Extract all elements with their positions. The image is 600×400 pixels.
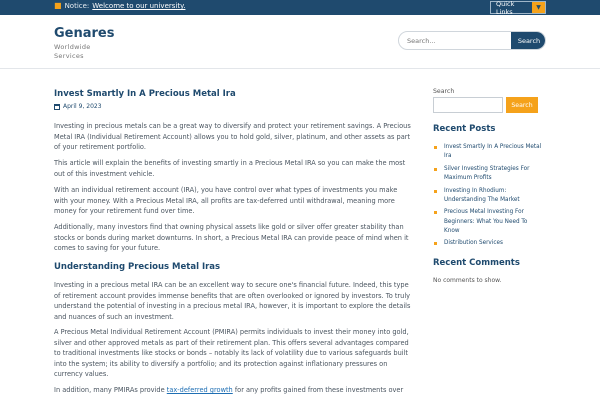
notice	[54, 2, 185, 10]
recent-post-link[interactable]: Investing In Rhodium: Understanding The Market	[444, 187, 520, 203]
recent-comments-heading: Recent Comments	[433, 258, 520, 268]
post-paragraph: Investing in precious metals can be a great way to diversify and protect your retirement savings. A Precious Metal IRA (Individual Retirement Account) allows you to hold gold, silver, platinum, and other assets as part of your retirement portfolio.	[54, 122, 411, 152]
bullet-icon	[434, 211, 437, 214]
sidebar-search-input[interactable]	[433, 97, 503, 113]
calendar-icon	[54, 104, 60, 110]
recent-post-item[interactable]	[433, 165, 543, 184]
post-paragraph: A Precious Metal Individual Retirement Account (PMIRA) permits individuals to invest their money into gold, silver and other approved metals as part of their retirement plan. This offers several advantages compared to traditional investments like stocks or bonds – notably its lack of volatility due to various safeguards built into the system; its ability to diversify a portfolio; and its protection against inflationary pressures on currency values.	[54, 328, 409, 379]
last-paragraph-start: In addition, many PMIRAs provide	[54, 386, 167, 394]
sidebar-search-button[interactable]: Search	[506, 97, 538, 113]
recent-posts-heading: Recent Posts	[433, 124, 496, 134]
chevron-down-icon: ▼	[532, 2, 545, 13]
bullet-icon	[434, 168, 437, 171]
header-search	[398, 31, 546, 50]
bullet-icon	[434, 190, 437, 193]
recent-post-item[interactable]	[433, 187, 543, 206]
notice-link[interactable]: Welcome to our university.	[92, 2, 186, 10]
recent-post-item[interactable]	[433, 239, 543, 248]
notice-label: Notice:	[64, 2, 90, 10]
site-title[interactable]: Genares	[54, 26, 115, 41]
post-date-text[interactable]: April 9, 2023	[63, 103, 102, 110]
quick-links-button[interactable]	[490, 1, 546, 14]
recent-post-item[interactable]	[433, 208, 543, 236]
recent-post-link[interactable]: Invest Smartly In A Precious Metal Ira	[444, 144, 542, 160]
recent-post-item[interactable]	[433, 143, 543, 162]
post-paragraph: With an individual retirement account (IRA), you have control over what types of investments you make with your money. With a Precious Metal IRA, all profits are tax-deferred until withdrawal, meaning more money for your retirement fund over time.	[54, 186, 398, 216]
post-date	[54, 103, 102, 110]
recent-post-link[interactable]: Distribution Services	[444, 240, 503, 247]
bullet-icon	[434, 242, 437, 245]
header-search-button[interactable]: Search	[511, 31, 546, 50]
sidebar-search-label: Search	[433, 88, 455, 95]
post-paragraph: This article will explain the benefits of investing smartly in a Precious Metal IRA so you can make the most out of this investment vehicle.	[54, 159, 406, 178]
recent-post-link[interactable]: Silver Investing Strategies For Maximum Profits	[444, 165, 530, 182]
post-paragraph: Investing in a precious metal IRA can be an excellent way to secure one's financial future. Indeed, this type of retirement account provides immense benefits that are often overlooked or ignored by investors. To truly understand the potential of investing in a precious metal IRA, however, it is important to explore the details and nuances of such an investment.	[54, 281, 411, 321]
post-title[interactable]: Invest Smartly In A Precious Metal Ira	[54, 89, 236, 99]
site-tagline: Worldwide Services	[54, 43, 91, 60]
post-paragraph: Additionally, many investors find that owning physical assets like gold or silver offer greater stability than stocks or bonds during market downturns. In short, a Precious Metal IRA can provide peace of mind when it comes to saving for your future.	[54, 223, 409, 253]
header-divider	[0, 68, 600, 69]
recent-posts-list	[433, 143, 543, 252]
header-search-input[interactable]	[399, 32, 511, 49]
recent-post-link[interactable]: Precious Metal Investing For Beginners: What You Need To Know	[444, 209, 528, 234]
tax-deferred-growth-link[interactable]: tax-deferred growth	[166, 386, 233, 394]
quick-links-label: Quick Links	[496, 0, 515, 16]
post-paragraph-last	[54, 385, 412, 396]
no-comments-text: No comments to show.	[433, 277, 502, 284]
bullet-icon	[434, 146, 437, 149]
bell-icon: ■	[54, 1, 62, 10]
post-subheading: Understanding Precious Metal Iras	[54, 262, 221, 272]
last-paragraph-end: for any profits gained from these investments over	[232, 386, 404, 394]
top-notice-bar	[0, 0, 600, 15]
